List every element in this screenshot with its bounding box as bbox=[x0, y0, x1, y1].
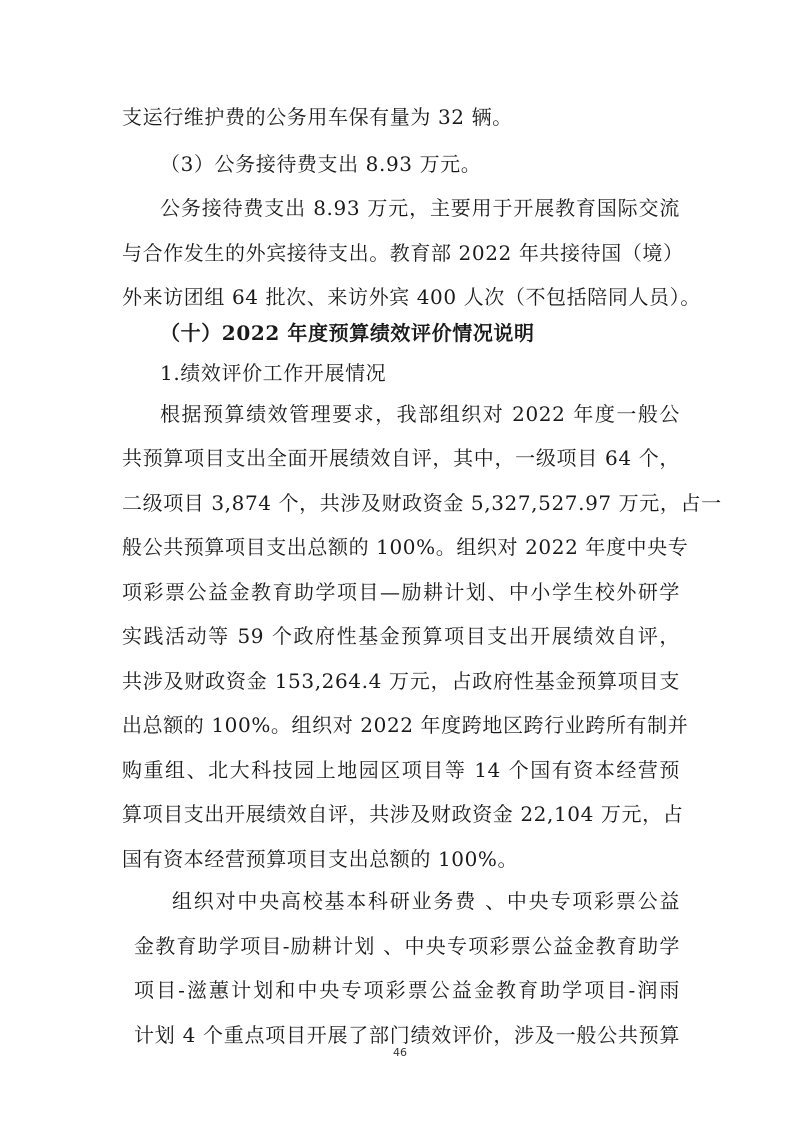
body-line-12: 项彩票公益金教育助学项目—励耕计划、中小学生校外研学 bbox=[122, 580, 680, 604]
body-line-15: 出总额的 100%。组织对 2022 年度跨地区跨行业跨所有制并 bbox=[122, 713, 689, 737]
section-heading-10: （十）2022 年度预算绩效评价情况说明 bbox=[160, 321, 535, 345]
body-line-21: 项目-滋蕙计划和中央专项彩票公益金教育助学项目-润雨 bbox=[134, 978, 680, 1002]
body-line-20: 金教育助学项目-励耕计划 、中央专项彩票公益金教育助学 bbox=[134, 934, 680, 958]
body-line-5: 外来访团组 64 批次、来访外宾 400 人次（不包括陪同人员）。 bbox=[122, 285, 701, 309]
body-line-8: 根据预算绩效管理要求，我部组织对 2022 年度一般公 bbox=[160, 402, 680, 426]
body-line-11: 般公共预算项目支出总额的 100%。组织对 2022 年度中央专 bbox=[122, 535, 689, 559]
body-line-4: 与合作发生的外宾接待支出。教育部 2022 年共接待国（境） bbox=[122, 241, 684, 265]
body-line-14: 共涉及财政资金 153,264.4 万元，占政府性基金预算项目支 bbox=[122, 669, 680, 693]
body-line-13: 实践活动等 59 个政府性基金预算项目支出开展绩效自评， bbox=[122, 624, 680, 648]
body-line-10: 二级项目 3,874 个，共涉及财政资金 5,327,527.97 万元，占一 bbox=[122, 491, 722, 515]
body-line-16: 购重组、北大科技园上地园区项目等 14 个国有资本经营预 bbox=[122, 758, 680, 782]
body-line-3: 公务接待费支出 8.93 万元，主要用于开展教育国际交流 bbox=[160, 196, 680, 220]
body-line-1: 支运行维护费的公务用车保有量为 32 辆。 bbox=[122, 105, 513, 129]
body-line-17: 算项目支出开展绩效自评，共涉及财政资金 22,104 万元，占 bbox=[122, 802, 684, 826]
page-number: 46 bbox=[393, 1046, 407, 1059]
body-line-9: 共预算项目支出全面开展绩效自评，其中，一级项目 64 个， bbox=[122, 446, 680, 470]
subheading-1: 1.绩效评价工作开展情况 bbox=[160, 361, 387, 385]
body-line-19: 组织对中央高校基本科研业务费 、中央专项彩票公益 bbox=[172, 889, 680, 913]
body-line-18: 国有资本经营预算项目支出总额的 100%。 bbox=[122, 847, 519, 871]
subsection-heading-3: （3）公务接待费支出 8.93 万元。 bbox=[160, 152, 482, 176]
body-line-22: 计划 4 个重点项目开展了部门绩效评价，涉及一般公共预算 bbox=[134, 1023, 680, 1047]
